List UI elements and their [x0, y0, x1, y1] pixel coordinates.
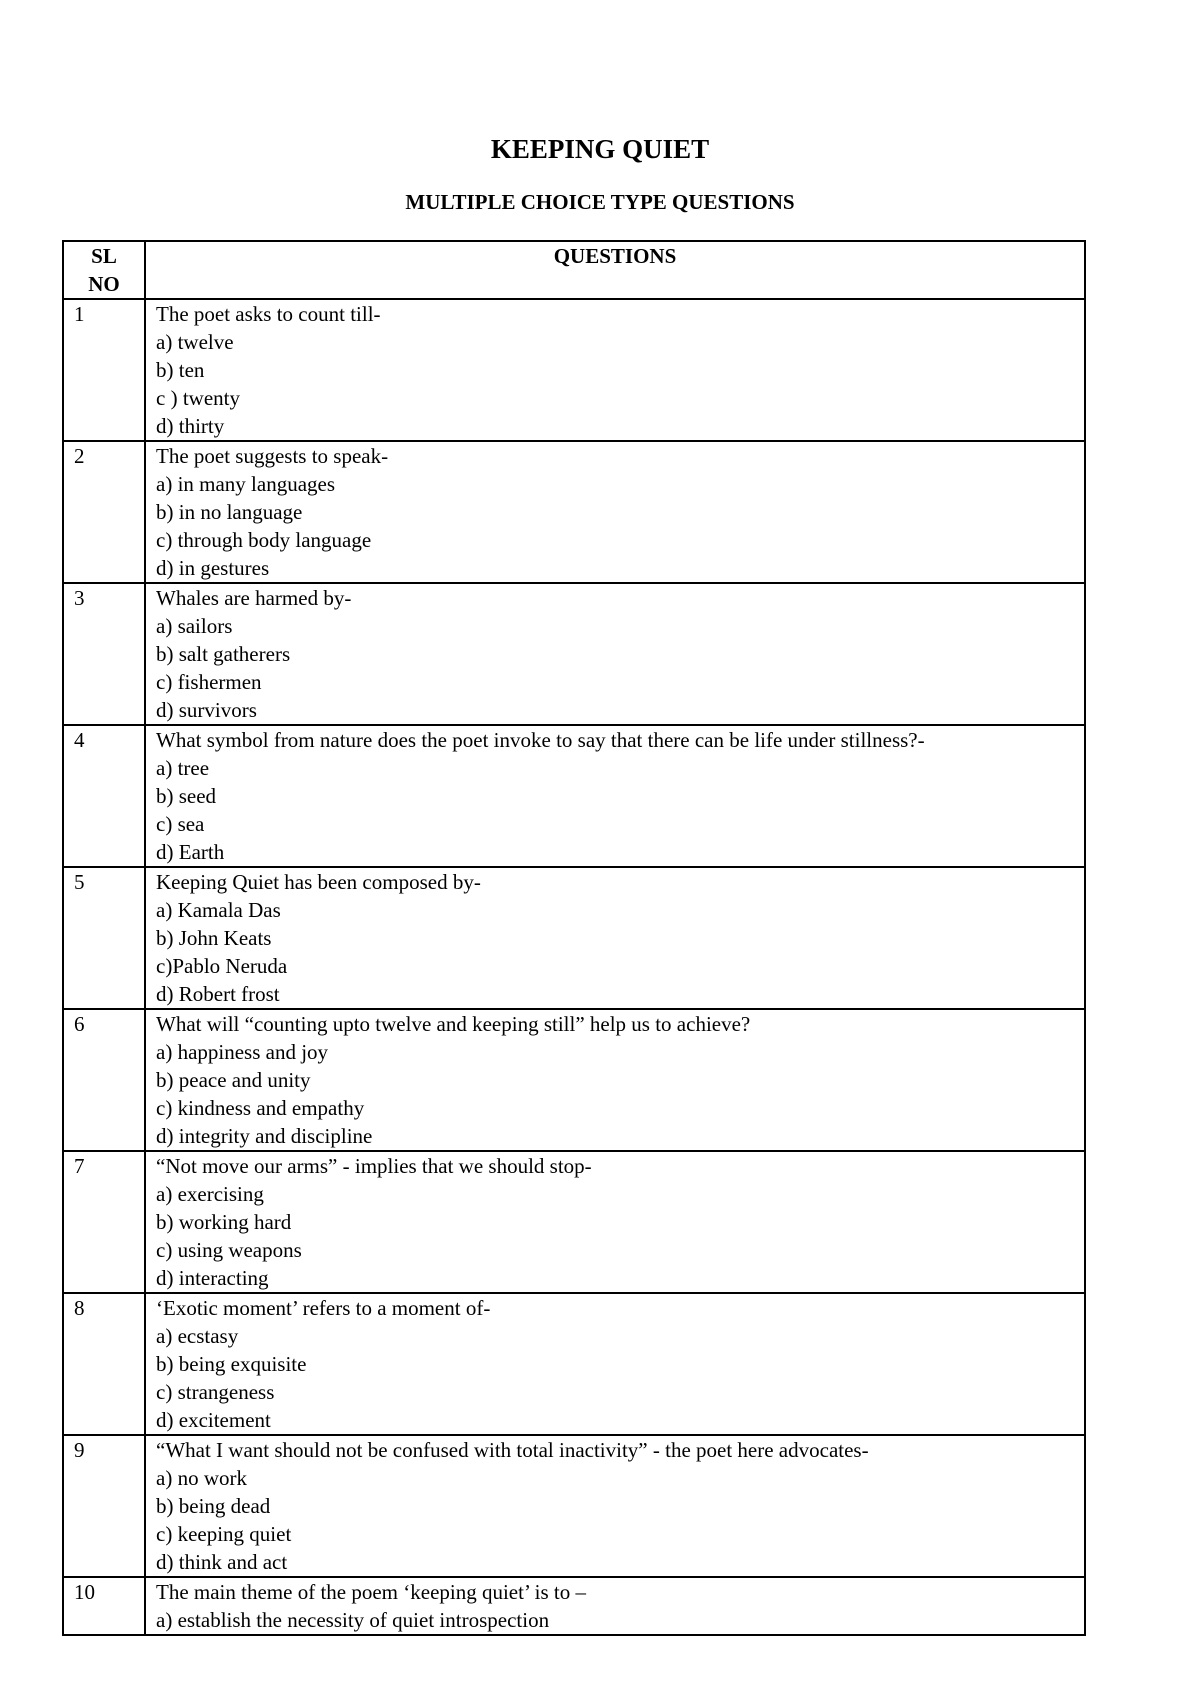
- sl-number: 5: [63, 867, 145, 1009]
- answer-option: a) tree: [156, 756, 210, 780]
- sl-number: 8: [63, 1293, 145, 1435]
- answer-option: c) kindness and empathy: [156, 1096, 365, 1120]
- question-cell: [145, 725, 1085, 867]
- question-text: “What I want should not be confused with total inactivity” - the poet here advocates-: [156, 1438, 869, 1462]
- answer-option: a) establish the necessity of quiet introspection: [156, 1608, 550, 1632]
- table-row: [63, 299, 1085, 441]
- answer-option: d) interacting: [156, 1266, 269, 1290]
- answer-option: c) through body language: [156, 528, 372, 552]
- answer-option: d) Robert frost: [156, 982, 280, 1006]
- sl-number: 3: [63, 583, 145, 725]
- question-text: Keeping Quiet has been composed by-: [156, 870, 481, 894]
- table-row: [63, 1151, 1085, 1293]
- answer-option: b) salt gatherers: [156, 642, 291, 666]
- question-cell: [145, 1293, 1085, 1435]
- sl-number: 1: [63, 299, 145, 441]
- sl-number: 2: [63, 441, 145, 583]
- question-cell: [145, 441, 1085, 583]
- answer-option: a) in many languages: [156, 472, 336, 496]
- answer-option: b) being dead: [156, 1494, 271, 1518]
- answer-option: c) sea: [156, 812, 205, 836]
- table-row: [63, 867, 1085, 1009]
- questions-header: QUESTIONS: [145, 241, 1085, 299]
- answer-option: d) Earth: [156, 840, 225, 864]
- questions-table: [62, 240, 1086, 1636]
- answer-option: d) think and act: [156, 1550, 288, 1574]
- sl-number: 4: [63, 725, 145, 867]
- question-text: The main theme of the poem ‘keeping quiet’ is to –: [156, 1580, 586, 1604]
- answer-option: c) keeping quiet: [156, 1522, 292, 1546]
- answer-option: d) integrity and discipline: [156, 1124, 373, 1148]
- answer-option: a) no work: [156, 1466, 247, 1490]
- table-row: [63, 1293, 1085, 1435]
- question-text: What will “counting upto twelve and keeping still” help us to achieve?: [156, 1012, 751, 1036]
- sl-number: 7: [63, 1151, 145, 1293]
- answer-option: c)Pablo Neruda: [156, 954, 288, 978]
- answer-option: c) using weapons: [156, 1238, 302, 1262]
- table-row: [63, 1009, 1085, 1151]
- sl-header-line1: SL: [91, 244, 117, 268]
- answer-option: a) happiness and joy: [156, 1040, 329, 1064]
- sl-number: 9: [63, 1435, 145, 1577]
- document-title: KEEPING QUIET: [490, 134, 710, 164]
- answer-option: b) seed: [156, 784, 217, 808]
- table-row: [63, 441, 1085, 583]
- answer-option: b) John Keats: [156, 926, 272, 950]
- question-text: “Not move our arms” - implies that we should stop-: [156, 1154, 592, 1178]
- document-subtitle: MULTIPLE CHOICE TYPE QUESTIONS: [405, 190, 795, 214]
- answer-option: a) ecstasy: [156, 1324, 239, 1348]
- answer-option: b) being exquisite: [156, 1352, 307, 1376]
- sl-header-line2: NO: [88, 272, 120, 296]
- answer-option: c ) twenty: [156, 386, 240, 410]
- sl-no-header: [63, 241, 145, 299]
- question-cell: [145, 1435, 1085, 1577]
- sl-number: 6: [63, 1009, 145, 1151]
- answer-option: c) strangeness: [156, 1380, 275, 1404]
- answer-option: d) excitement: [156, 1408, 271, 1432]
- question-text: ‘Exotic moment’ refers to a moment of-: [156, 1296, 491, 1320]
- table-row: [63, 583, 1085, 725]
- table-row: [63, 1577, 1085, 1635]
- question-text: The poet suggests to speak-: [156, 444, 389, 468]
- question-cell: [145, 299, 1085, 441]
- question-text: The poet asks to count till-: [156, 302, 381, 326]
- answer-option: a) twelve: [156, 330, 234, 354]
- answer-option: b) peace and unity: [156, 1068, 311, 1092]
- answer-option: a) exercising: [156, 1182, 264, 1206]
- question-cell: [145, 867, 1085, 1009]
- question-text: What symbol from nature does the poet invoke to say that there can be life under stillness?-: [156, 728, 925, 752]
- question-cell: [145, 1577, 1085, 1635]
- question-cell: [145, 583, 1085, 725]
- table-header-row: [63, 241, 1085, 299]
- question-cell: [145, 1151, 1085, 1293]
- answer-option: d) in gestures: [156, 556, 270, 580]
- table-row: [63, 725, 1085, 867]
- questions-body: [63, 299, 1085, 1635]
- answer-option: d) thirty: [156, 414, 225, 438]
- question-text: Whales are harmed by-: [156, 586, 352, 610]
- answer-option: d) survivors: [156, 698, 257, 722]
- answer-option: a) sailors: [156, 614, 233, 638]
- answer-option: c) fishermen: [156, 670, 262, 694]
- table-row: [63, 1435, 1085, 1577]
- answer-option: b) in no language: [156, 500, 303, 524]
- question-cell: [145, 1009, 1085, 1151]
- answer-option: a) Kamala Das: [156, 898, 281, 922]
- answer-option: b) working hard: [156, 1210, 292, 1234]
- answer-option: b) ten: [156, 358, 205, 382]
- sl-number: 10: [63, 1577, 145, 1635]
